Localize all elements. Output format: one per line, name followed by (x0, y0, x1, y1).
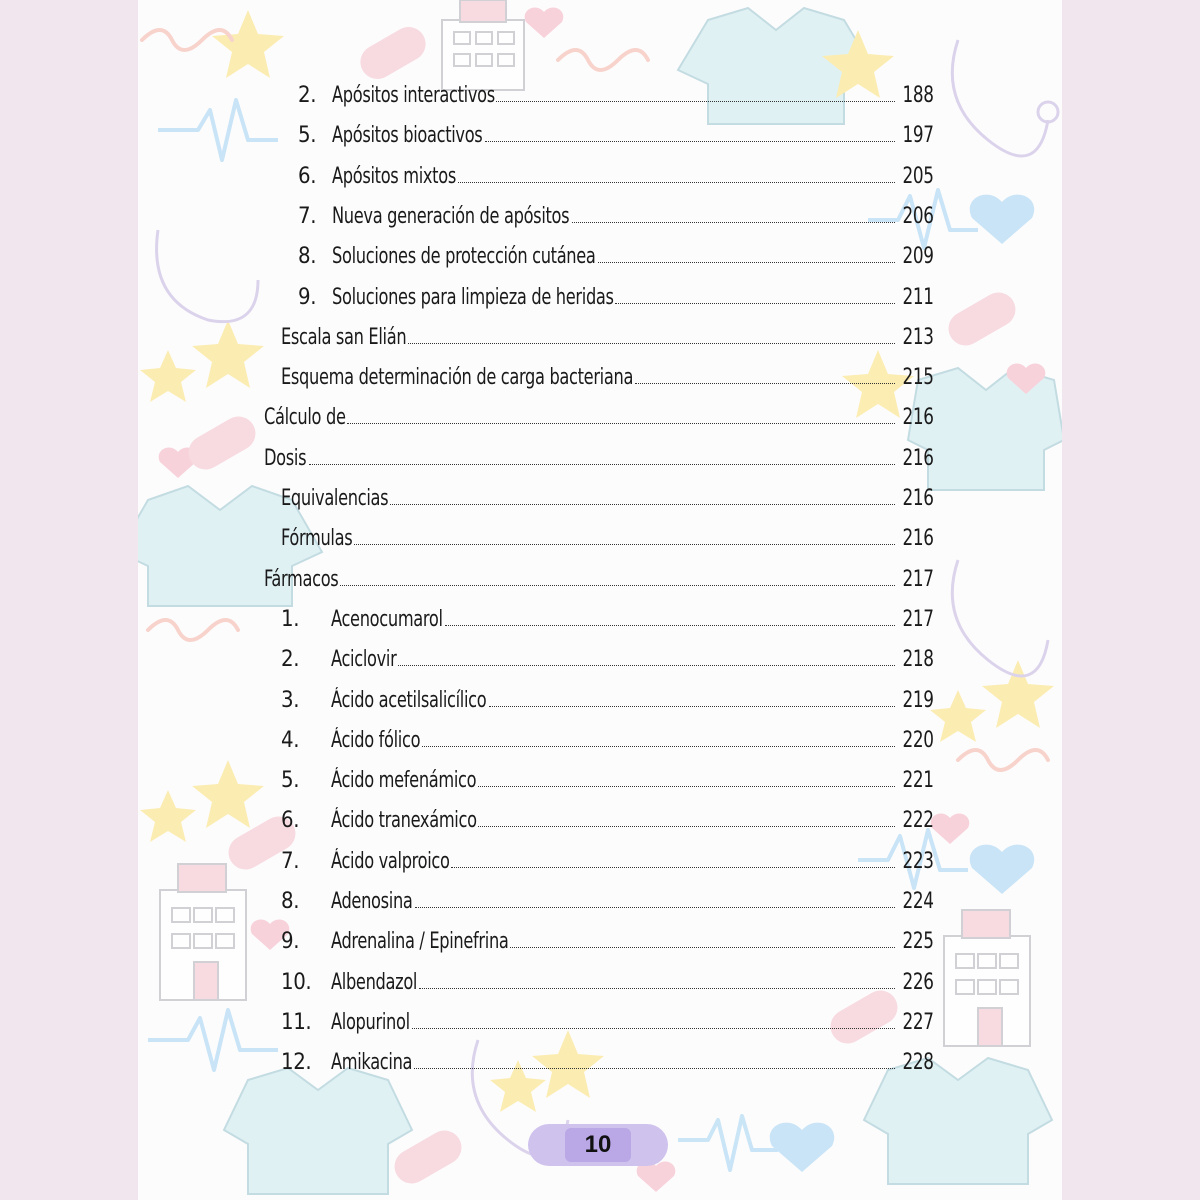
dot-leader (496, 100, 895, 102)
dot-leader (510, 946, 895, 948)
toc-entry-title: Adrenalina / Epinefrina (331, 929, 509, 955)
toc-entry[interactable] (298, 270, 934, 310)
toc-entry-page: 213 (902, 324, 934, 350)
toc-entry-number: 1. (281, 606, 300, 632)
toc-entry-page: 220 (902, 727, 934, 753)
toc-entry-page: 215 (902, 365, 934, 391)
dot-leader (478, 785, 895, 787)
dot-leader (415, 906, 895, 908)
toc-entry-number: 8. (298, 244, 317, 270)
toc-entry[interactable] (281, 955, 934, 995)
toc-entry-number: 7. (281, 848, 300, 874)
toc-entry[interactable] (281, 592, 934, 632)
toc-entry-number: 9. (281, 929, 300, 955)
toc-entry-number: 6. (298, 163, 317, 189)
dot-leader (412, 1027, 896, 1029)
dot-leader (485, 140, 896, 142)
toc-entry[interactable] (281, 914, 934, 954)
toc-entry-title: Fórmulas (281, 526, 353, 552)
toc-entry[interactable] (281, 753, 934, 793)
toc-entry-title: Ácido valproico (331, 848, 450, 874)
toc-entry[interactable] (298, 189, 934, 229)
toc-entry-title: Apósitos interactivos (332, 83, 495, 108)
toc-entry-title: Apósitos mixtos (332, 163, 456, 189)
toc-entry-title: Aciclovir (331, 647, 397, 673)
toc-entry-title: Fármacos (264, 566, 339, 592)
toc-entry-page: 225 (902, 929, 934, 955)
dot-leader (445, 624, 896, 626)
toc-entry-page: 219 (902, 687, 934, 713)
toc-entry-title: Esquema determinación de carga bacteriana (281, 365, 634, 391)
toc-entry-page: 188 (902, 83, 934, 108)
dot-leader (340, 584, 895, 586)
dot-leader (422, 745, 895, 747)
toc-entry-title: Alopurinol (331, 1009, 410, 1035)
toc-entry[interactable] (281, 713, 934, 753)
toc-entry-number: 12. (281, 1050, 312, 1076)
dot-leader (309, 463, 896, 465)
toc-entry-number: 4. (281, 727, 300, 753)
dot-leader (414, 1067, 895, 1069)
toc-entry[interactable] (281, 310, 934, 350)
toc-entry-number: 6. (281, 808, 300, 834)
toc-entry-number: 2. (298, 83, 317, 108)
toc-entry-page: 227 (902, 1009, 934, 1035)
toc-entry-page: 221 (902, 768, 934, 794)
toc-entry-page: 216 (902, 405, 934, 431)
dot-leader (489, 705, 896, 707)
dot-leader (572, 221, 896, 223)
toc-entry-number: 3. (281, 687, 300, 713)
dot-leader (390, 503, 895, 505)
toc-entry[interactable] (281, 632, 934, 672)
toc-entry-title: Soluciones para limpieza de heridas (332, 284, 614, 310)
toc-entry[interactable] (281, 995, 934, 1035)
toc-entry-page: 216 (902, 445, 934, 471)
dot-leader (347, 422, 895, 424)
toc-entry-page: 223 (902, 848, 934, 874)
toc-entry[interactable] (281, 511, 934, 551)
toc-entry-page: 216 (902, 526, 934, 552)
dot-leader (398, 664, 895, 666)
book-page (138, 0, 1062, 1200)
dot-leader (419, 987, 895, 989)
toc-entry-page: 218 (902, 647, 934, 673)
toc-entry-number: 5. (298, 123, 317, 149)
page-number: 10 (565, 1128, 631, 1162)
toc-entry-page: 228 (902, 1050, 934, 1076)
toc-entry-page: 216 (902, 486, 934, 511)
toc-entry[interactable] (264, 431, 934, 471)
toc-entry-number: 7. (298, 203, 317, 229)
toc-entry-number: 5. (281, 768, 300, 794)
toc-entry[interactable] (281, 673, 934, 713)
toc-entry-page: 224 (902, 889, 934, 914)
toc-entry-page: 206 (902, 203, 934, 229)
toc-entry-page: 222 (902, 808, 934, 834)
toc-entry-page: 217 (902, 606, 934, 632)
toc-entry[interactable] (264, 390, 934, 430)
toc-entry[interactable] (298, 229, 934, 269)
toc-entry[interactable] (298, 108, 934, 148)
toc-entry-page: 205 (902, 163, 934, 189)
toc-entry-number: 9. (298, 284, 317, 310)
toc-entry[interactable] (298, 68, 934, 108)
dot-leader (458, 181, 895, 183)
dot-leader (635, 382, 895, 384)
page-number-bandage (528, 1124, 668, 1166)
dot-leader (408, 342, 895, 344)
toc-entry-title: Apósitos bioactivos (332, 123, 483, 149)
toc-entry[interactable] (281, 1035, 934, 1075)
toc-entry-title: Ácido mefenámico (331, 768, 477, 794)
toc-entry-title: Ácido fólico (331, 727, 421, 753)
toc-entry[interactable] (264, 552, 934, 592)
toc-entry-title: Ácido acetilsalicílico (331, 687, 487, 713)
toc-entry-title: Ácido tranexámico (331, 808, 477, 834)
toc-entry-title: Cálculo de (264, 405, 346, 431)
dot-leader (451, 866, 895, 868)
toc-entry-title: Soluciones de protección cutánea (332, 244, 596, 270)
toc-entry-number: 8. (281, 889, 300, 914)
table-of-contents (138, 0, 1062, 1200)
dot-leader (615, 302, 895, 304)
toc-entry-title: Dosis (264, 445, 307, 471)
toc-entry[interactable] (298, 149, 934, 189)
toc-entry[interactable] (281, 350, 934, 390)
toc-entry[interactable] (281, 874, 934, 914)
dot-leader (598, 261, 895, 263)
toc-entry-page: 209 (902, 244, 934, 270)
toc-entry-page: 217 (902, 566, 934, 592)
toc-entry-title: Acenocumarol (331, 606, 443, 632)
toc-entry-title: Amikacina (331, 1050, 413, 1076)
toc-entry-title: Adenosina (331, 889, 413, 914)
toc-entry-page: 197 (902, 123, 934, 149)
toc-entry[interactable] (281, 471, 934, 511)
toc-entry-number: 2. (281, 647, 300, 673)
toc-entry-title: Nueva generación de apósitos (332, 203, 570, 229)
toc-entry[interactable] (281, 793, 934, 833)
toc-entry[interactable] (281, 834, 934, 874)
toc-entry-title: Escala san Elián (281, 324, 407, 350)
toc-entry-title: Equivalencias (281, 486, 389, 511)
dot-leader (478, 825, 895, 827)
toc-entry-number: 11. (281, 1009, 312, 1035)
toc-entry-title: Albendazol (331, 969, 418, 995)
dot-leader (354, 543, 895, 545)
toc-entry-number: 10. (281, 969, 312, 995)
toc-entry-page: 211 (902, 284, 934, 310)
toc-entry-page: 226 (902, 969, 934, 995)
